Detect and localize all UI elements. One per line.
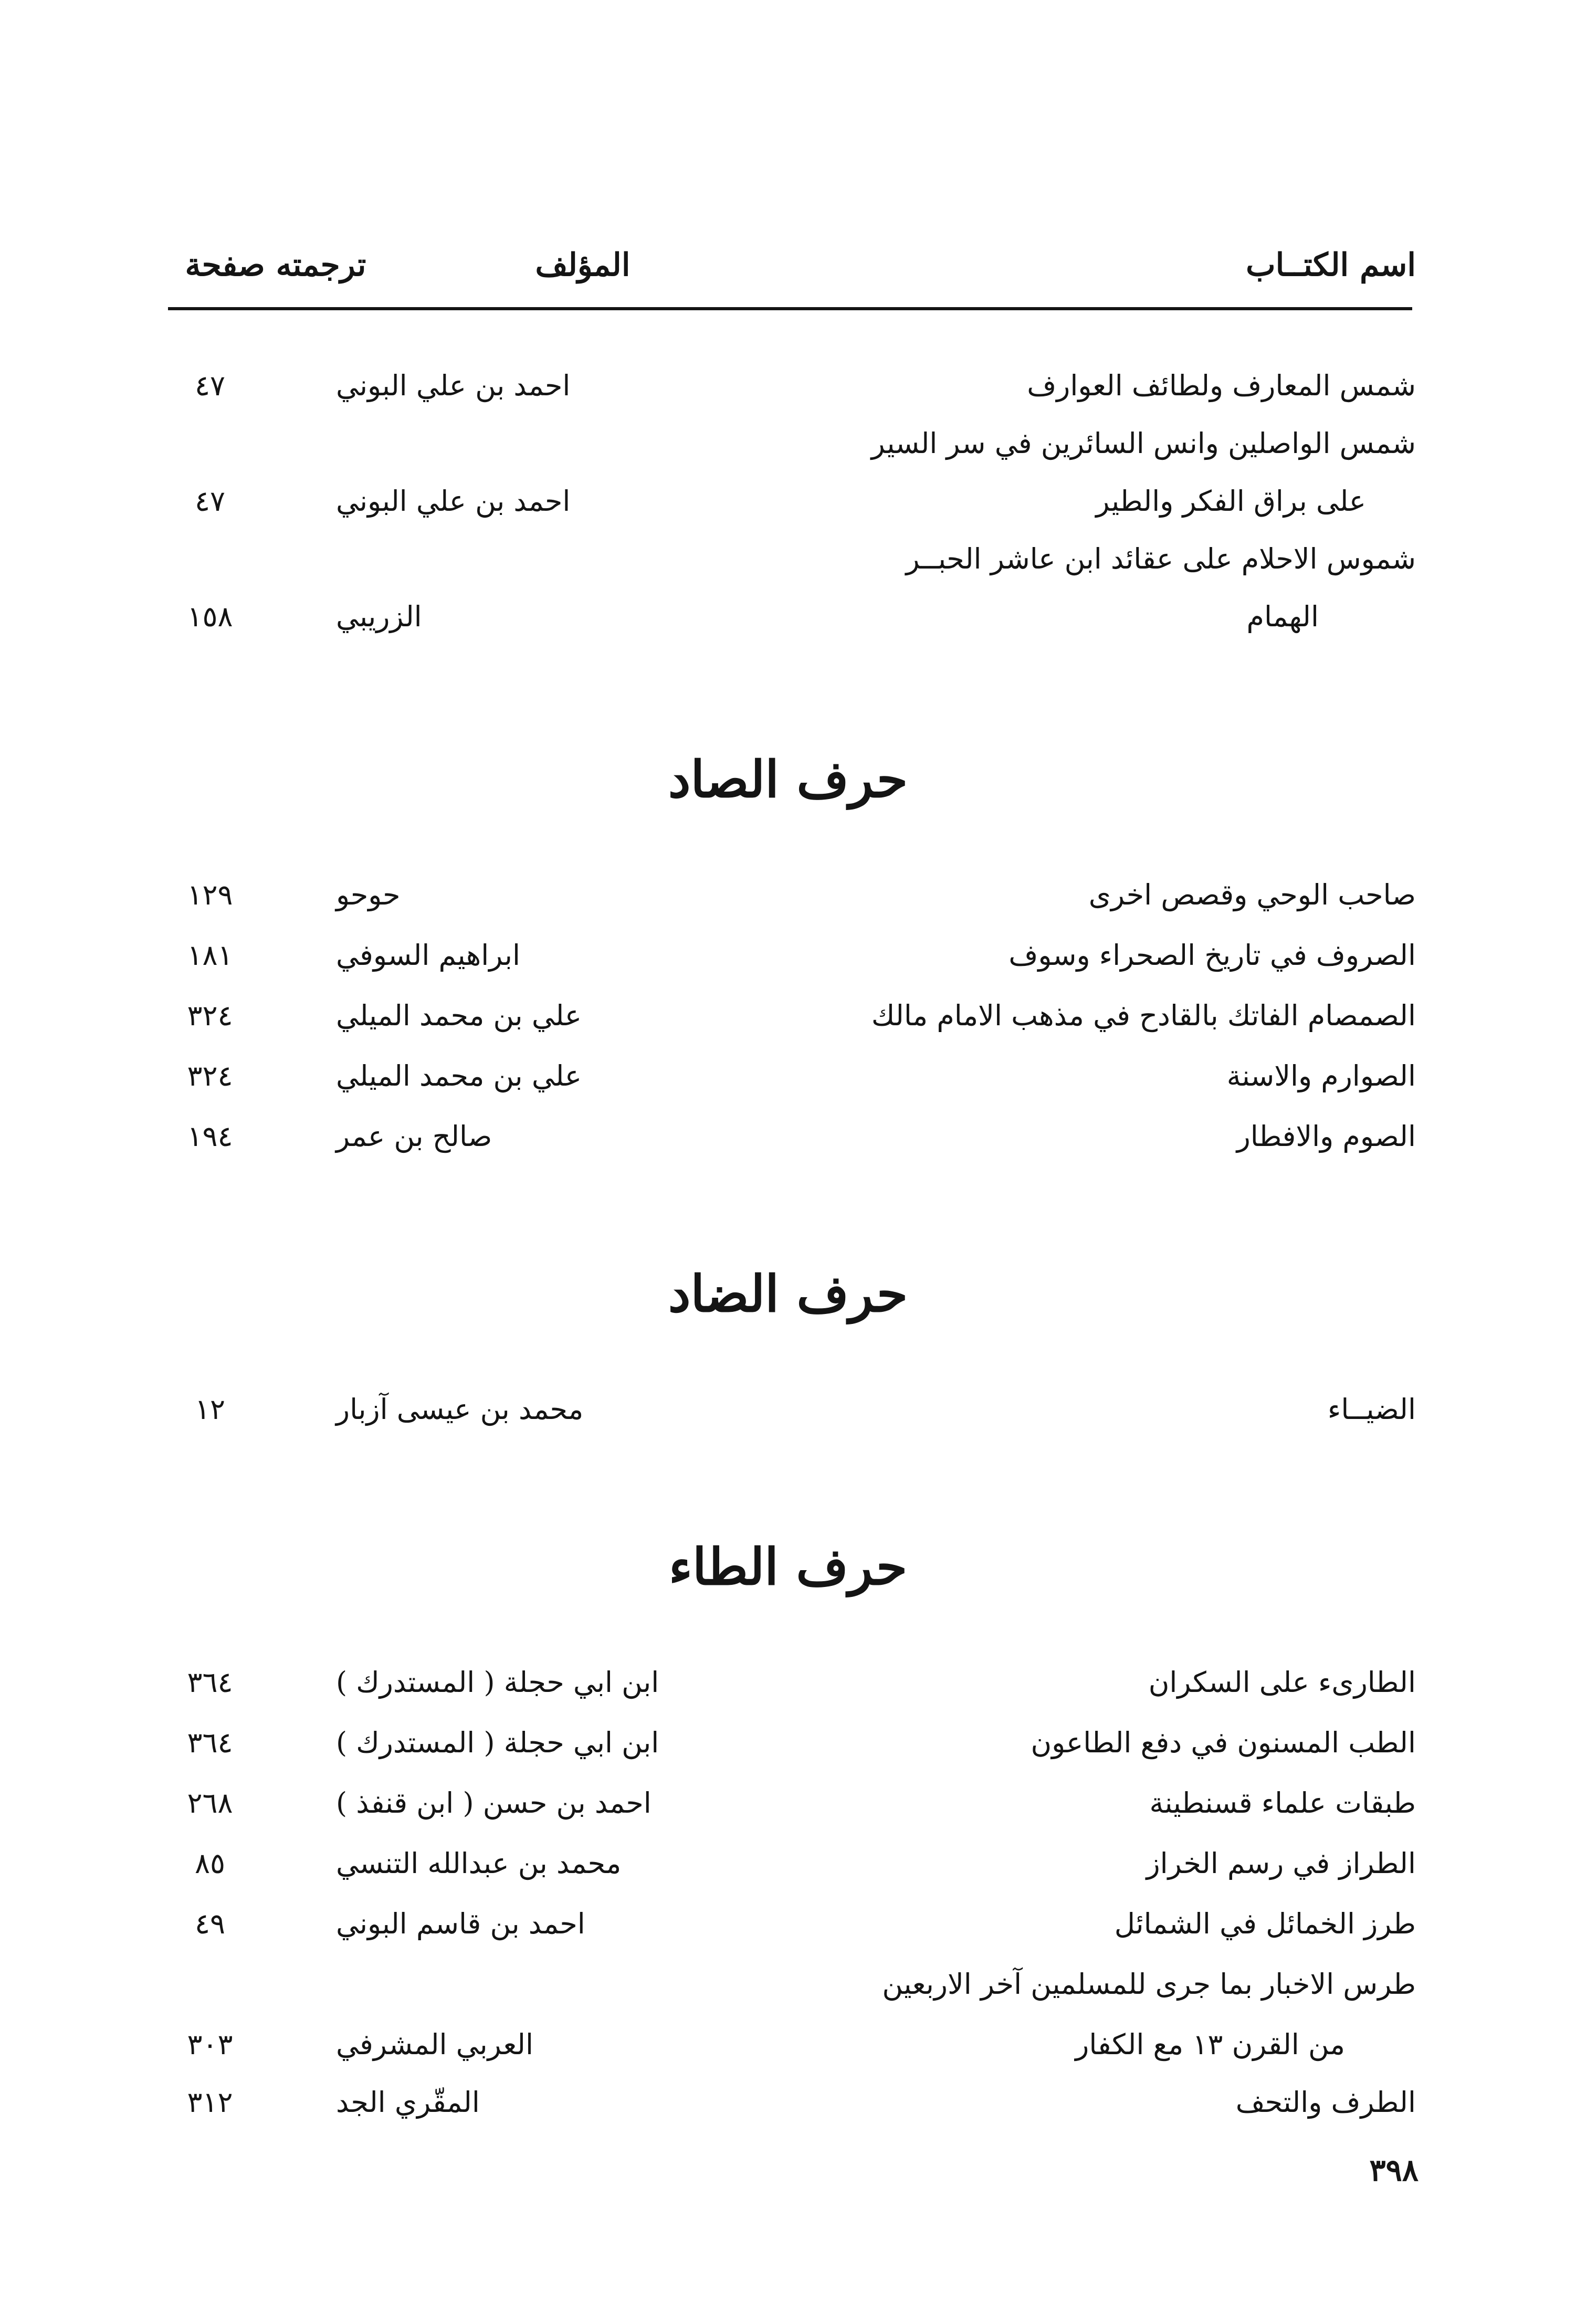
- book-title: طرز الخمائل في الشمائل: [1114, 1907, 1416, 1940]
- book-title: من القرن ١٣ مع الكفار: [1075, 2028, 1345, 2061]
- author-name: محمد بن عبدالله التنسي: [336, 1847, 622, 1880]
- table-row: [0, 535, 1576, 583]
- book-title: الضيــاء: [1327, 1393, 1416, 1426]
- section-heading: حرف الطاء: [668, 1537, 908, 1596]
- book-title: صاحب الوحي وقصص اخرى: [1088, 878, 1416, 911]
- book-title: الطب المسنون في دفع الطاعون: [1031, 1726, 1416, 1759]
- page-ref: ٣١٢: [187, 2086, 233, 2119]
- author-name: علي بن محمد الميلي: [336, 999, 582, 1032]
- page-ref: ٣٦٤: [187, 1726, 233, 1759]
- page-ref: ٨٥: [194, 1847, 225, 1880]
- page-ref: ٣٢٤: [187, 999, 233, 1032]
- author-name: حوحو: [336, 878, 401, 911]
- page-ref: ٤٩: [194, 1907, 225, 1940]
- table-row: [0, 1961, 1576, 2008]
- table-row: [0, 593, 1576, 640]
- author-name: ابراهيم السوفي: [336, 939, 521, 972]
- book-title: شمس الواصلين وانس السائرين في سر السير: [871, 427, 1416, 460]
- page-ref: ٢٦٨: [187, 1786, 233, 1820]
- table-row: [0, 1053, 1576, 1100]
- table-row: [0, 1386, 1576, 1433]
- table-row: [0, 932, 1576, 979]
- author-name: الزريبي: [336, 600, 422, 633]
- book-title: الصروف في تاريخ الصحراء وسوف: [1008, 939, 1416, 972]
- author-name: احمد بن حسن ( ابن قنفذ ): [336, 1786, 652, 1820]
- author-name: احمد بن قاسم البوني: [336, 1907, 585, 1940]
- table-row: [0, 1113, 1576, 1160]
- header-author: المؤلف: [535, 247, 631, 283]
- author-name: محمد بن عيسى آزبار: [336, 1393, 584, 1426]
- page-ref: ١٢٩: [187, 878, 233, 911]
- page-number: ٣٩٨: [1369, 2152, 1419, 2188]
- page-ref: ١٩٤: [187, 1120, 233, 1153]
- page-ref: ١٥٨: [187, 600, 233, 633]
- table-row: [0, 2021, 1576, 2068]
- book-title: طرس الاخبار بما جرى للمسلمين آخر الاربعين: [882, 1968, 1416, 2001]
- page-ref: ١٢: [194, 1393, 225, 1426]
- book-title: شمس المعارف ولطائف العوارف: [1027, 369, 1416, 402]
- header-book-title: اسم الكتــاب: [1246, 247, 1416, 283]
- table-row: [0, 1900, 1576, 1948]
- column-header: [0, 247, 1576, 294]
- page-ref: ٣٢٤: [187, 1059, 233, 1092]
- table-row: [0, 2079, 1576, 2126]
- book-title: طبقات علماء قسنطينة: [1149, 1786, 1416, 1820]
- table-row: [0, 478, 1576, 525]
- page-ref: ٣٦٤: [187, 1666, 233, 1699]
- page-ref: ٤٧: [194, 369, 225, 402]
- page-ref: ٣٠٣: [187, 2028, 233, 2061]
- author-name: صالح بن عمر: [336, 1120, 492, 1153]
- page-ref: ١٨١: [187, 939, 233, 972]
- book-title: الهمام: [1246, 600, 1319, 633]
- author-name: المقّري الجد: [336, 2086, 480, 2119]
- table-row: [0, 420, 1576, 467]
- header-page: ترجمته صفحة: [185, 247, 366, 283]
- table-row: [0, 992, 1576, 1039]
- table-row: [0, 1840, 1576, 1887]
- author-name: علي بن محمد الميلي: [336, 1059, 582, 1092]
- book-title: الطرف والتحف: [1235, 2086, 1416, 2119]
- table-row: [0, 362, 1576, 409]
- book-title: الصمصام الفاتك بالقادح في مذهب الامام مالك: [871, 999, 1416, 1032]
- book-title: الصوم والافطار: [1236, 1120, 1416, 1153]
- page-ref: ٤٧: [194, 485, 225, 518]
- author-name: ابن ابي حجلة ( المستدرك ): [336, 1726, 659, 1759]
- section-heading: حرف الضاد: [668, 1264, 908, 1323]
- book-title: الطارىء على السكران: [1148, 1666, 1416, 1699]
- book-title: الطراز في رسم الخراز: [1146, 1847, 1416, 1880]
- author-name: احمد بن علي البوني: [336, 485, 571, 518]
- book-title: شموس الاحلام على عقائد ابن عاشر الحبــر: [906, 542, 1416, 575]
- author-name: احمد بن علي البوني: [336, 369, 571, 402]
- book-title: على براق الفكر والطير: [1096, 485, 1366, 518]
- author-name: ابن ابي حجلة ( المستدرك ): [336, 1666, 659, 1699]
- table-row: [0, 871, 1576, 919]
- table-row: [0, 1659, 1576, 1706]
- header-rule: [168, 307, 1412, 310]
- section-heading: حرف الصاد: [668, 750, 908, 809]
- table-row: [0, 1780, 1576, 1827]
- book-title: الصوارم والاسنة: [1226, 1059, 1416, 1092]
- table-row: [0, 1719, 1576, 1766]
- author-name: العربي المشرفي: [336, 2028, 533, 2061]
